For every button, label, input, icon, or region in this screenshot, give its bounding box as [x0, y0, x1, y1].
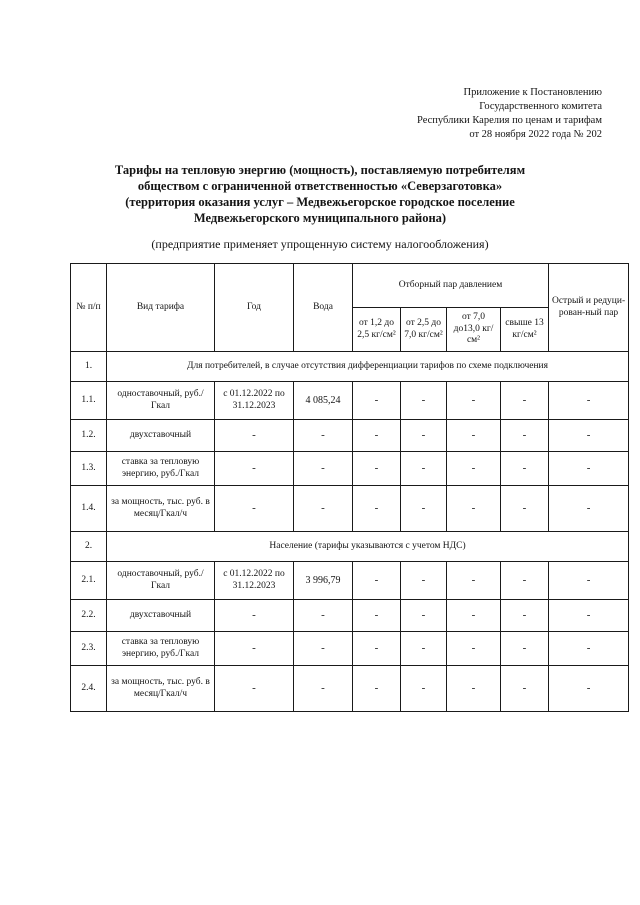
row-acute: -: [549, 632, 629, 666]
row-acute: -: [549, 562, 629, 600]
section-title: Для потребителей, в случае отсутствия дифференциации тарифов по схеме подключения: [107, 352, 629, 382]
row-year: с 01.12.2022 по 31.12.2023: [215, 562, 294, 600]
appendix-line: Республики Карелия по ценам и тарифам: [417, 115, 602, 126]
row-p4: -: [501, 632, 549, 666]
row-p1: -: [353, 452, 401, 486]
tariff-table: [70, 263, 629, 712]
row-year: -: [215, 632, 294, 666]
row-p2: -: [401, 600, 447, 632]
header-water: Вода: [294, 264, 353, 352]
row-p2: -: [401, 562, 447, 600]
row-type: двухставочный: [107, 600, 215, 632]
row-p1: -: [353, 486, 401, 532]
row-num: 1.4.: [71, 486, 107, 532]
section-num: 1.: [71, 352, 107, 382]
row-water: -: [294, 452, 353, 486]
row-num: 2.1.: [71, 562, 107, 600]
row-num: 2.2.: [71, 600, 107, 632]
row-p2: -: [401, 452, 447, 486]
header-year: Год: [215, 264, 294, 352]
row-water: -: [294, 420, 353, 452]
row-year: -: [215, 486, 294, 532]
row-p3: -: [447, 452, 501, 486]
row-p3: -: [447, 666, 501, 712]
row-water: -: [294, 632, 353, 666]
appendix-line: от 28 ноября 2022 года № 202: [469, 129, 602, 140]
table-row: [71, 562, 629, 600]
row-p3: -: [447, 420, 501, 452]
table-row: [71, 452, 629, 486]
row-p3: -: [447, 486, 501, 532]
table-row: [71, 600, 629, 632]
row-p4: -: [501, 382, 549, 420]
row-p1: -: [353, 666, 401, 712]
appendix-line: Государственного комитета: [479, 101, 602, 112]
row-p4: -: [501, 420, 549, 452]
row-p4: -: [501, 562, 549, 600]
section-row: [71, 532, 629, 562]
row-p1: -: [353, 382, 401, 420]
row-p3: -: [447, 382, 501, 420]
row-p2: -: [401, 486, 447, 532]
row-type: ставка за тепловую энергию, руб./Гкал: [107, 632, 215, 666]
row-p2: -: [401, 382, 447, 420]
row-year: -: [215, 452, 294, 486]
row-water: -: [294, 600, 353, 632]
section-row: [71, 352, 629, 382]
row-num: 1.2.: [71, 420, 107, 452]
table-row: [71, 486, 629, 532]
row-type: одноставочный, руб./Гкал: [107, 562, 215, 600]
row-p1: -: [353, 562, 401, 600]
title-line: Тарифы на тепловую энергию (мощность), поставляемую потребителям: [114, 163, 526, 177]
table-row: [71, 382, 629, 420]
table-row: [71, 420, 629, 452]
title-line: обществом с ограниченной ответственностью «Северзаготовка»: [137, 179, 503, 193]
row-p3: -: [447, 600, 501, 632]
row-p1: -: [353, 600, 401, 632]
row-water: -: [294, 486, 353, 532]
row-type: одноставочный, руб./Гкал: [107, 382, 215, 420]
table-row: [71, 632, 629, 666]
document-title: [60, 162, 580, 226]
appendix-line: Приложение к Постановлению: [463, 87, 602, 98]
title-line: Медвежьегорского муниципального района): [193, 211, 447, 225]
header-steam: Отборный пар давлением: [353, 264, 549, 308]
row-p2: -: [401, 420, 447, 452]
header-pressure-2: от 2,5 до 7,0 кг/см²: [401, 308, 447, 352]
row-p4: -: [501, 600, 549, 632]
row-p2: -: [401, 632, 447, 666]
row-p4: -: [501, 666, 549, 712]
row-water: 3 996,79: [294, 562, 353, 600]
row-p1: -: [353, 420, 401, 452]
header-type: Вид тарифа: [107, 264, 215, 352]
row-num: 2.4.: [71, 666, 107, 712]
row-acute: -: [549, 666, 629, 712]
row-p3: -: [447, 562, 501, 600]
header-pressure-4: свыше 13 кг/см²: [501, 308, 549, 352]
row-acute: -: [549, 382, 629, 420]
row-water: 4 085,24: [294, 382, 353, 420]
row-p4: -: [501, 486, 549, 532]
row-year: -: [215, 420, 294, 452]
row-acute: -: [549, 486, 629, 532]
row-type: двухставочный: [107, 420, 215, 452]
row-num: 1.1.: [71, 382, 107, 420]
header-pressure-3: от 7,0 до13,0 кг/см²: [447, 308, 501, 352]
table-row: [71, 666, 629, 712]
row-acute: -: [549, 420, 629, 452]
row-p3: -: [447, 632, 501, 666]
row-year: с 01.12.2022 по 31.12.2023: [215, 382, 294, 420]
row-type: ставка за тепловую энергию, руб./Гкал: [107, 452, 215, 486]
row-acute: -: [549, 452, 629, 486]
row-acute: -: [549, 600, 629, 632]
row-type: за мощность, тыс. руб. в месяц/Гкал/ч: [107, 486, 215, 532]
row-year: -: [215, 600, 294, 632]
section-title: Население (тарифы указываются с учетом НДС): [107, 532, 629, 562]
row-year: -: [215, 666, 294, 712]
row-p4: -: [501, 452, 549, 486]
row-p1: -: [353, 632, 401, 666]
tax-note: (предприятие применяет упрощенную систему налогообложения): [151, 237, 489, 251]
section-num: 2.: [71, 532, 107, 562]
title-line: (территория оказания услуг – Медвежьегорское городское поселение: [125, 195, 515, 209]
header-num: № п/п: [71, 264, 107, 352]
row-water: -: [294, 666, 353, 712]
row-num: 1.3.: [71, 452, 107, 486]
header-acute-steam: Острый и редуци-рован-ный пар: [549, 264, 629, 352]
row-num: 2.3.: [71, 632, 107, 666]
header-pressure-1: от 1,2 до 2,5 кг/см²: [353, 308, 401, 352]
row-p2: -: [401, 666, 447, 712]
row-type: за мощность, тыс. руб. в месяц/Гкал/ч: [107, 666, 215, 712]
appendix-block: [417, 86, 602, 142]
